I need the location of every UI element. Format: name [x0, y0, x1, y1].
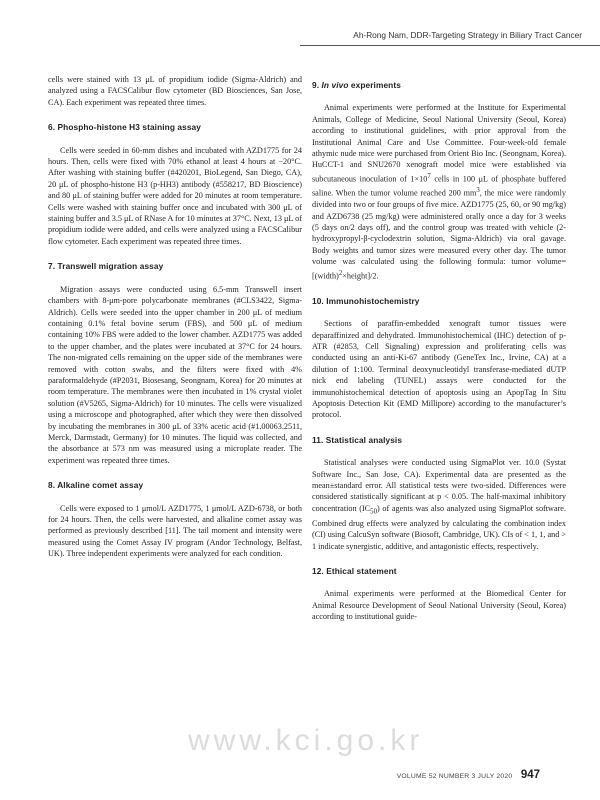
section-9-sup-1: 7 — [427, 172, 431, 180]
section-11-body — [312, 457, 566, 552]
section-9-body-part1: Animal experiments were performed at the Institute for Experimental Animals, College of Medicine, Seoul National University (Seoul, Korea) according to institutional guidelines, with prior approval from the Institutional Animal Care and Use Committee. Four-week-old female athymic nude mice were purchased from Orient Bio Inc. (Seongnam, Korea). HuCCT-1 and SNU2670 xenograft model mice were established via subcutaneous inoculation of 1×10 — [312, 103, 566, 184]
section-9-sup-2: 3 — [476, 186, 480, 194]
section-10-body: Sections of paraffin-embedded xenograft tumor tissues were deparaffinized and dehydrated. Immunohistochemical (IHC) detection of p-ATR (#2853, Cell Signaling) expression and proliferating cells was conducted using an anti-Ki-67 antibody (GeneTex Inc., Irvine, CA) at a dilution of 1:100. Terminal deoxynucleotidyl transferase-mediated dUTP nick end labeling (TUNEL) assays were conducted for the immunohistochemical detection of apoptosis using an ApopTag In Situ Apoptosis Detection Kit (EMD Millipore) according to the manufacturer’s protocol. — [312, 319, 566, 420]
left-column — [48, 74, 302, 560]
header-rule — [300, 45, 600, 46]
intro-paragraph: cells were stained with 13 μL of propidium iodide (Sigma-Aldrich) and analyzed using a FACSCalibur flow cytometer (BD Biosciences, San Jose, CA). Each experiment was repeated three times. — [48, 75, 302, 107]
section-9-sup-3: 2 — [338, 269, 343, 277]
section-9-heading — [312, 80, 566, 91]
section-9-heading-suffix: experiments — [348, 80, 401, 90]
section-11-body-part1: Statistical analyses were conducted using SigmaPlot ver. 10.0 (Systat Software Inc., San Jose, CA). Experimental data are presented as the mean±standard error. All statistical tests were two-sided. Differences were considered statistically significant at p < 0.05. The half-maximal inhibitory concentration (IC — [312, 458, 566, 513]
section-7-heading: 7. Transwell migration assay — [48, 261, 164, 272]
section-9-heading-italic: In vivo — [321, 80, 349, 90]
section-11-body-part2: ) of agents was also analyzed using SigmaPlot software. Combined drug effects were analyzed by calculating the combination index (CI) using CalcuSyn software (Biosoft, Cambridge, UK). CIs of < 1, 1, and > 1 indicate synergistic, additive, and antagonistic effects, respectively. — [312, 503, 566, 551]
section-12-heading: 12. Ethical statement — [312, 566, 397, 577]
section-9-body — [312, 102, 566, 281]
section-11-sub: 50 — [370, 508, 377, 516]
page-footer — [397, 765, 540, 783]
section-6-body: Cells were seeded in 60-mm dishes and incubated with AZD1775 for 24 hours. Then, cells were fixed with 70% ethanol at least 4 hours at −20°C. After washing with staining buffer (#420201, BioLegend, San Diego, CA), 20 μL of phospho-histone H3 (p-HH3) antibody (#558217, BD Bioscience) and 80 μL of staining buffer were added for 20 minutes at room temperature. Cells were washed with staining buffer once and incubated with 300 μL of staining buffer and 3.5 μL of RNase A for 10 minutes at 37°C. Next, 13 μL of propidium iodide were added, and cells were analyzed using a FACSCalibur flow cytometer. Each experiment was repeated three times. — [48, 145, 302, 246]
section-11-heading: 11. Statistical analysis — [312, 434, 403, 445]
section-9-body-part2: cells in 100 μL of phosphate buffered saline. When the tumor volume reached 200 mm — [312, 174, 566, 198]
page-number: 947 — [520, 769, 540, 781]
section-12-body: Animal experiments were performed at the Biomedical Center for Animal Resource Development of Seoul National University (Seoul, Korea) according to institutional guide- — [312, 589, 566, 622]
right-column — [312, 74, 566, 623]
section-7-body: Migration assays were conducted using 6.5-mm Transwell insert chambers with 8-μm-pore polycarbonate membranes (#CLS3422, Sigma-Aldrich). Cells were seeded into the upper chamber in 200 μL of medium containing 0.1% fetal bovine serum (FBS), and 500 μL of medium containing 10% FBS were added to the lower chamber. AZD1775 was added to the upper chamber, and the plates were incubated at 37°C for 24 hours. The non-migrated cells remaining on the upper side of the membranes were removed with cotton swabs, and the filters were fixed with 4% paraformaldehyde (#P2031, Biosesang, Seongnam, Korea) for 20 minutes at room temperature. The membranes were then incubated in 1% crystal violet solution (#V5265, Sigma-Aldrich) for 10 minutes. The cells were visualized using a microscope and photographed, after which they were then dissolved by incubating the membranes in 300 μL of 33% acetic acid (#1.00063.2511, Merck, Darmstadt, Germany) for 10 minutes. The liquid was collected, and the absorbance at 573 nm was measured using a microplate reader. The experiment was repeated three times. — [48, 284, 302, 465]
section-9-body-part3: , the mice were randomly divided into two or four groups of five mice. AZD1775 (25, 60, or 90 mg/kg) and AZD6738 (25 mg/kg) were administered orally once a day for 3 weeks (5 days on/2 days off), and the control group was treated with vehicle (2-hydroxypropyl-β-cyclodextrin solution, Sigma-Aldrich) via oral gavage. Body weights and tumor sizes were measured every other day. The tumor volume was calculated using the following formula: tumor volume=[(width) — [312, 188, 566, 281]
running-header — [0, 0, 600, 46]
running-title: Ah-Rong Nam, DDR-Targeting Strategy in Biliary Tract Cancer — [353, 30, 582, 40]
section-9-body-part4: ×height]/2. — [342, 271, 379, 281]
footer-issue: VOLUME 52 NUMBER 3 JULY 2020 — [396, 773, 513, 780]
section-8-body: Cells were exposed to 1 μmol/L AZD1775, 1 μmol/L AZD-6738, or both for 24 hours. Then, the cells were harvested, and alkaline comet assay was performed as previously described [11]. The tail moment and intensity were measured using the Comet Assay IV program (Andor Technology, Belfast, UK). Three independent experiments were analyzed for each condition. — [48, 503, 302, 559]
section-10-heading: 10. Immunohistochemistry — [312, 295, 420, 306]
section-6-heading: 6. Phospho-histone H3 staining assay — [48, 122, 201, 133]
watermark: www.kci.go.kr — [188, 724, 424, 757]
section-9-heading-prefix: 9. — [312, 80, 322, 90]
section-8-heading: 8. Alkaline comet assay — [48, 480, 144, 491]
